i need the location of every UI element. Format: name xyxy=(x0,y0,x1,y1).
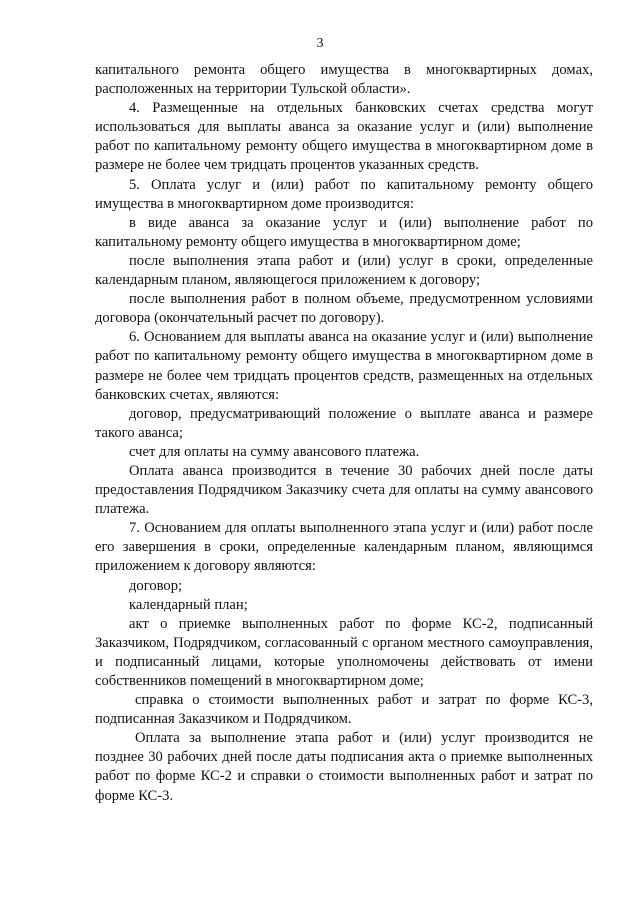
paragraph-clause-7-item-3: акт о приемке выполненных работ по форме КС-2, подписанный Заказчиком, Подрядчиком, согласованный с органом местного самоуправления, и подписанный лицами, которые уполномочены действовать от имени собственников помещений в многоквартирном доме; xyxy=(95,615,593,689)
paragraph-clause-7: 7. Основанием для оплаты выполненного этапа услуг и (или) работ после его завершения в сроки, определенные календарным планом, являющимся приложением к договору являются: xyxy=(95,520,593,575)
paragraph-clause-6-item-1: договор, предусматривающий положение о выплате аванса и размере такого аванса; xyxy=(95,405,593,441)
paragraph-clause-5-item-1: в виде аванса за оказание услуг и (или) выполнение работ по капитальному ремонту общего имущества в многоквартирном доме; xyxy=(95,214,593,250)
paragraph-clause-4: 4. Размещенные на отдельных банковских счетах средства могут использоваться для выплаты аванса за оказание услуг и (или) выполнение работ по капитальному ремонту общего имущества в многоквартирном доме в размере не более чем тридцать процентов указанных средств. xyxy=(95,100,593,174)
page-number: 3 xyxy=(316,36,324,51)
paragraph-stage-payment: Оплата за выполнение этапа работ и (или) услуг производится не позднее 30 рабочих дней после даты подписания акта о приемке выполненных работ по форме КС-2 и справки о стоимости выполненных работ и затрат по форме КС-3. xyxy=(95,730,593,804)
paragraph-clause-7-item-4: справка о стоимости выполненных работ и затрат по форме КС-3, подписанная Заказчиком и Подрядчиком. xyxy=(95,692,593,728)
paragraph-continuation: капитального ремонта общего имущества в многоквартирных домах, расположенных на территории Тульской области». xyxy=(95,62,593,98)
paragraph-clause-5-item-2: после выполнения этапа работ и (или) услуг в сроки, определенные календарным планом, являющегося приложением к договору; xyxy=(95,252,593,289)
paragraph-clause-6: 6. Основанием для выплаты аванса на оказание услуг и (или) выполнение работ по капитальному ремонту общего имущества в многоквартирном доме в размере не более чем тридцать процентов средств, размещенных на отдельных банковских счетах, являются: xyxy=(95,329,593,403)
paragraph-clause-6-item-2: счет для оплаты на сумму авансового платежа. xyxy=(129,443,420,460)
document-body xyxy=(95,61,593,806)
paragraph-advance-payment: Оплата аванса производится в течение 30 рабочих дней после даты предоставления Подрядчиком Заказчику счета для оплаты на сумму авансового платежа. xyxy=(95,462,593,518)
paragraph-clause-7-item-1: договор; xyxy=(129,577,183,594)
paragraph-clause-7-item-2: календарный план; xyxy=(129,596,248,613)
paragraph-clause-5-item-3: после выполнения работ в полном объеме, предусмотренном условиями договора (окончательный расчет по договору). xyxy=(95,291,593,327)
paragraph-clause-5: 5. Оплата услуг и (или) работ по капитальному ремонту общего имущества в многоквартирном доме производится: xyxy=(95,176,593,212)
